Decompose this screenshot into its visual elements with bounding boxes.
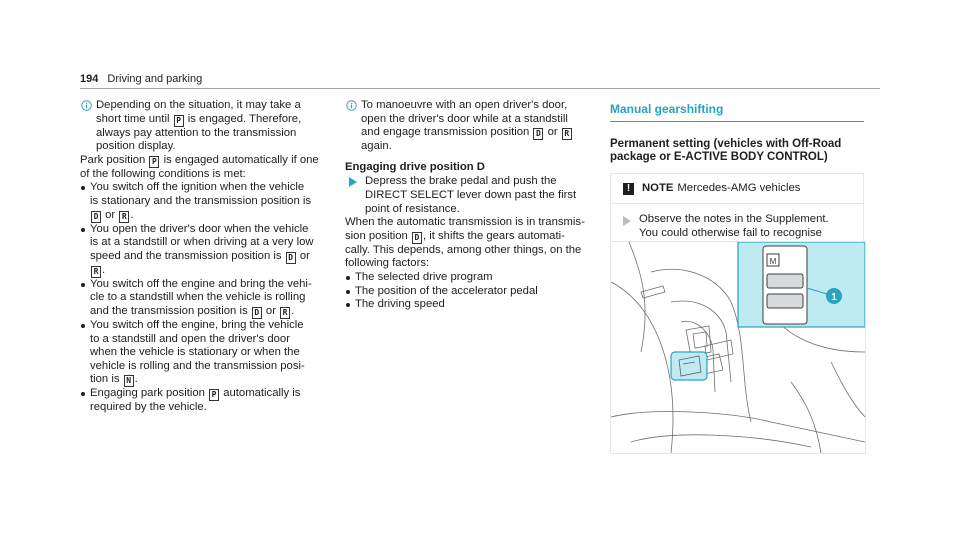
page-number: 194 (80, 73, 99, 85)
note-line: To manoeuvre with an open driver's door, (361, 99, 568, 111)
drive-symbol-icon: D (252, 307, 262, 319)
bullet-icon (346, 303, 350, 307)
item-text: or (265, 304, 276, 317)
list-item (80, 387, 342, 415)
conditions-list (80, 181, 342, 415)
center-console-illustration (610, 241, 866, 454)
neutral-symbol-icon: N (124, 375, 134, 387)
drive-symbol-icon: D (91, 211, 101, 223)
note-line: Depending on the situation, it may take a (96, 99, 301, 111)
step-arrow-icon (349, 177, 357, 187)
item-text: required by the vehicle. (90, 401, 207, 414)
para-line: When the automatic transmission is in transmis- (345, 216, 585, 229)
item-text: automatically is (223, 387, 301, 400)
step-text: point of resistance. (365, 202, 460, 215)
bullet-icon (81, 186, 85, 190)
item-text: . (130, 208, 134, 221)
item-text: You switch off the ignition when the vehicle (90, 181, 305, 194)
intro-text: of the following conditions is met: (80, 167, 246, 180)
paddle-lower (767, 294, 803, 308)
bullet-icon (81, 283, 85, 287)
bullet-icon (81, 324, 85, 328)
subheading: Engaging drive position D (345, 160, 485, 173)
reverse-symbol-icon: R (119, 211, 129, 223)
bullet-icon (81, 392, 85, 396)
item-text: You switch off the engine and bring the vehi- (90, 277, 312, 290)
note-line: or (547, 126, 558, 139)
chapter-title: Driving and parking (107, 73, 203, 85)
item-text: when the vehicle is stationary or when the (90, 346, 300, 359)
list-item (345, 271, 595, 285)
item-text: The driving speed (355, 298, 445, 311)
park-symbol-icon: P (174, 115, 184, 127)
list-item (345, 298, 595, 312)
drive-symbol-icon: D (533, 128, 543, 140)
bullet-icon (81, 228, 85, 232)
column-3 (610, 99, 864, 263)
instruction-step (345, 175, 595, 216)
intro-paragraph (80, 154, 342, 182)
intro-text: is engaged automatically if one (163, 153, 319, 166)
park-symbol-icon: P (209, 389, 219, 401)
para-line: following factors: (345, 257, 430, 270)
item-text: The position of the accelerator pedal (355, 284, 538, 297)
list-item (80, 319, 342, 387)
item-text: vehicle is rolling and the transmission posi- (90, 359, 305, 372)
note-line: always pay attention to the transmission (96, 126, 297, 139)
warning-icon: ! (623, 183, 634, 195)
heading-line: Permanent setting (vehicles with Off-Road (610, 137, 842, 150)
item-text: or (105, 208, 116, 221)
info-icon (346, 100, 357, 111)
column-1 (80, 99, 342, 415)
step-text: Observe the notes in the Supplement. (639, 213, 829, 226)
item-text: and the transmission position is (90, 304, 248, 317)
switch-label: M (769, 257, 777, 266)
item-text: or (299, 249, 310, 262)
note-label: NOTE (642, 181, 674, 194)
factors-list (345, 271, 595, 312)
step-text: You could otherwise fail to recognise (639, 226, 822, 239)
item-text: . (134, 373, 138, 386)
para-line: , it shifts the gears automati- (422, 229, 565, 242)
note-line: position display. (96, 140, 176, 153)
reverse-symbol-icon: R (91, 266, 101, 278)
item-text: . (102, 263, 106, 276)
step-text: DIRECT SELECT lever down past the first (365, 188, 577, 201)
heading-line: package or E-ACTIVE BODY CONTROL) (610, 151, 828, 164)
para-line: sion position (345, 229, 408, 242)
column-2 (345, 99, 595, 312)
item-text: to a standstill and open the driver's door (90, 332, 290, 345)
item-text: Engaging park position (90, 387, 205, 400)
item-text: You switch off the engine, bring the vehicle (90, 318, 304, 331)
list-item (345, 285, 595, 299)
gearshift-paragraph (345, 216, 595, 271)
note-line: again. (361, 140, 392, 153)
step-text: Depress the brake pedal and push the (365, 175, 557, 188)
page-header (80, 73, 202, 85)
reverse-symbol-icon: R (280, 307, 290, 319)
bullet-icon (346, 290, 350, 294)
drive-symbol-icon: D (286, 252, 296, 264)
paddle-upper (767, 274, 803, 288)
item-text: is stationary and the transmission position is (90, 194, 312, 207)
drive-symbol-icon: D (412, 232, 422, 244)
item-text: . (291, 304, 295, 317)
console-drawing (611, 242, 865, 453)
note-line: and engage transmission position (361, 126, 530, 139)
section-title: Manual gearshifting (610, 103, 864, 122)
note-line: is engaged. Therefore, (187, 112, 302, 125)
list-item (80, 181, 342, 222)
reverse-symbol-icon: R (562, 128, 572, 140)
highlight-switch (671, 352, 707, 380)
item-text: tion is (90, 373, 120, 386)
note-box-header (611, 174, 863, 205)
bold-heading (610, 138, 864, 165)
intro-text: Park position (80, 153, 146, 166)
list-item (80, 223, 342, 278)
item-text: speed and the transmission position is (90, 249, 282, 262)
info-note (345, 99, 595, 154)
note-subject: Mercedes-AMG vehicles (677, 181, 801, 194)
para-line: cally. This depends, among other things, on the (345, 243, 582, 256)
header-rule (80, 88, 880, 89)
item-text: The selected drive program (355, 270, 493, 283)
callout-number: 1 (831, 292, 837, 303)
step-arrow-icon (623, 216, 631, 226)
item-text: is at a standstill or when driving at a very low (90, 236, 314, 249)
list-item (80, 278, 342, 319)
item-text: You open the driver's door when the vehicle (90, 222, 309, 235)
info-note (80, 99, 342, 154)
note-line: open the driver's door while at a standstill (361, 112, 568, 125)
note-line: short time until (96, 112, 170, 125)
park-symbol-icon: P (149, 156, 159, 168)
item-text: cle to a standstill when the vehicle is rolling (90, 291, 306, 304)
info-icon (81, 100, 92, 111)
bullet-icon (346, 276, 350, 280)
